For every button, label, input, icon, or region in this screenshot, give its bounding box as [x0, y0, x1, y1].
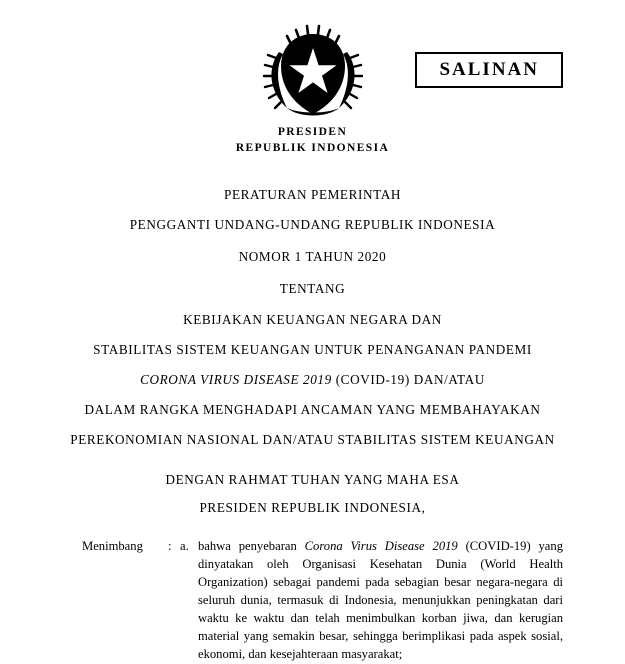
document-header [0, 0, 625, 160]
subject-line-1: KEBIJAKAN KEUANGAN NEGARA DAN [183, 312, 442, 328]
considerations-colon: : [168, 539, 172, 554]
consideration-letter-a: a. [180, 539, 189, 554]
title-line-peraturan: PERATURAN PEMERINTAH [224, 187, 401, 202]
subject-line-3-italic: CORONA VIRUS DISEASE 2019 [140, 372, 332, 388]
consideration-text-a-part2: (COVID-19) yang dinyatakan oleh Organisasi Kesehatan Dunia (World Health Organization) sebagai pandemi pada sebagian besar negara-negara di seluruh dunia, termasuk di Indonesia, menunjukkan peningkatan dari waktu ke waktu dan telah menimbulkan korban jiwa, dan kerugian material yang semakin besar, sehingga berimplikasi pada aspek sosial, ekonomi, dan kesejahteraan masyarakat; [198, 539, 563, 661]
institution-heading [0, 125, 625, 156]
subject-line-5: PEREKONOMIAN NASIONAL DAN/ATAU STABILITAS SISTEM KEUANGAN [70, 431, 555, 447]
title-line-nomor: NOMOR 1 TAHUN 2020 [238, 248, 387, 264]
subject-line-3 [0, 373, 625, 387]
preamble-line-rahmat: DENGAN RAHMAT TUHAN YANG MAHA ESA [165, 471, 460, 487]
consideration-text-a [198, 538, 563, 663]
preamble-block [0, 473, 625, 515]
salinan-stamp: SALINAN [415, 52, 563, 88]
institution-line-presiden: PRESIDEN [277, 126, 348, 138]
consideration-text-a-italic: Corona Virus Disease 2019 [304, 539, 458, 554]
consideration-item-a [82, 538, 563, 663]
considerations-label: Menimbang [82, 539, 143, 554]
subject-line-3-rest: (COVID-19) DAN/ATAU [331, 372, 485, 388]
garuda-pancasila-emblem [261, 22, 365, 122]
considerations-block [0, 538, 625, 663]
subject-line-2: STABILITAS SISTEM KEUANGAN UNTUK PENANGANAN PANDEMI [93, 342, 532, 358]
consideration-text-a-part1: bahwa penyebaran [198, 539, 305, 554]
title-line-tentang: TENTANG [279, 280, 346, 296]
preamble-line-presiden: PRESIDEN REPUBLIK INDONESIA, [199, 499, 426, 515]
institution-line-republik: REPUBLIK INDONESIA [235, 141, 390, 154]
title-line-pengganti: PENGGANTI UNDANG-UNDANG REPUBLIK INDONESIA [129, 216, 496, 232]
subject-line-4: DALAM RANGKA MENGHADAPI ANCAMAN YANG MEMBAHAYAKAN [84, 402, 541, 418]
document-title-block [0, 188, 625, 447]
